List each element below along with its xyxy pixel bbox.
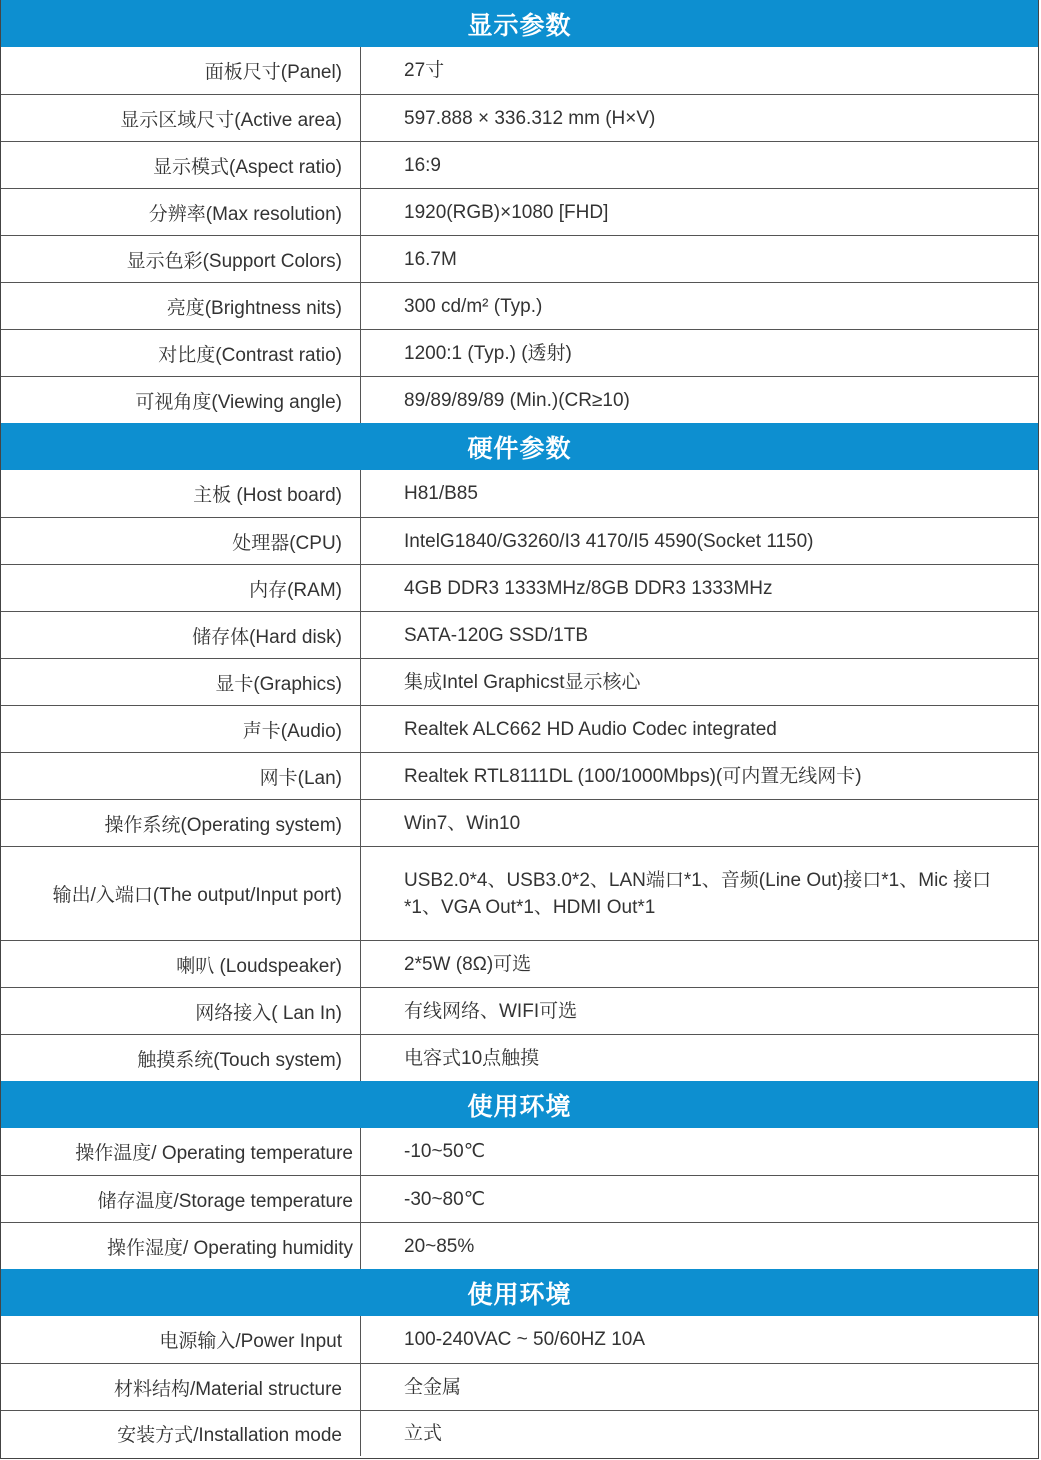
- row-label: 显示区域尺寸(Active area): [1, 95, 361, 141]
- row-label: 声卡(Audio): [1, 706, 361, 752]
- row-value: -10~50℃: [404, 1141, 486, 1162]
- table-row: [1, 470, 1038, 517]
- row-label: 网络接入( Lan In): [1, 988, 361, 1034]
- row-value: 89/89/89/89 (Min.)(CR≥10): [404, 389, 630, 411]
- table-row: [1, 47, 1038, 94]
- table-row: [1, 658, 1038, 705]
- row-value: 全金属: [404, 1376, 462, 1398]
- row-value: 27寸: [404, 60, 445, 81]
- table-row: [1, 1175, 1038, 1222]
- table-row: [1, 517, 1038, 564]
- row-value: 电容式10点触摸: [404, 1047, 540, 1069]
- table-row: [1, 1222, 1038, 1269]
- table-row: [1, 1034, 1038, 1081]
- table-row: [1, 705, 1038, 752]
- table-row: [1, 282, 1038, 329]
- row-value: Realtek RTL8111DL (100/1000Mbps)(可内置无线网卡): [404, 765, 862, 787]
- row-label: 材料结构/Material structure: [1, 1364, 361, 1410]
- table-row: [1, 940, 1038, 987]
- row-label: 储存体(Hard disk): [1, 612, 361, 658]
- table-row: [1, 1128, 1038, 1175]
- row-label: 操作湿度/ Operating humidity: [1, 1223, 361, 1269]
- row-label: 对比度(Contrast ratio): [1, 330, 361, 376]
- row-label: 可视角度(Viewing angle): [1, 377, 361, 423]
- row-value: 597.888 × 336.312 mm (H×V): [404, 107, 656, 129]
- row-label: 喇叭 (Loudspeaker): [1, 941, 361, 987]
- row-label: 安装方式/Installation mode: [1, 1411, 361, 1456]
- table-row: [1, 329, 1038, 376]
- row-label: 显卡(Graphics): [1, 659, 361, 705]
- table-row: [1, 376, 1038, 423]
- row-value: USB2.0*4、USB3.0*2、LAN端口*1、音频(Line Out)接口*1、Mic 接口*1、VGA Out*1、HDMI Out*1: [404, 869, 992, 918]
- table-row: [1, 235, 1038, 282]
- section-header-display: 显示参数: [1, 0, 1038, 47]
- row-value: SATA-120G SSD/1TB: [404, 624, 589, 646]
- table-row: [1, 846, 1038, 940]
- table-row: [1, 1410, 1038, 1456]
- row-value: 16:9: [404, 154, 441, 176]
- row-value: 立式: [404, 1423, 443, 1444]
- table-row: [1, 188, 1038, 235]
- table-row: [1, 94, 1038, 141]
- section-header-environment: 使用环境: [1, 1081, 1038, 1128]
- row-label: 面板尺寸(Panel): [1, 47, 361, 94]
- row-label: 电源输入/Power Input: [1, 1316, 361, 1363]
- row-value: 20~85%: [404, 1235, 475, 1257]
- table-row: [1, 141, 1038, 188]
- row-value: 300 cd/m² (Typ.): [404, 295, 543, 317]
- table-row: [1, 564, 1038, 611]
- row-value: 2*5W (8Ω)可选: [404, 953, 532, 975]
- row-value: 集成Intel Graphicst显示核心: [404, 671, 641, 693]
- row-label: 处理器(CPU): [1, 518, 361, 564]
- row-value: 4GB DDR3 1333MHz/8GB DDR3 1333MHz: [404, 577, 773, 599]
- row-label: 主板 (Host board): [1, 470, 361, 517]
- row-label: 显示模式(Aspect ratio): [1, 142, 361, 188]
- row-value: 1920(RGB)×1080 [FHD]: [404, 201, 609, 223]
- row-label: 储存温度/Storage temperature: [1, 1176, 361, 1222]
- table-row: [1, 799, 1038, 846]
- table-row: [1, 1316, 1038, 1363]
- row-label: 显示色彩(Support Colors): [1, 236, 361, 282]
- section-header-hardware: 硬件参数: [1, 423, 1038, 470]
- row-label: 内存(RAM): [1, 565, 361, 611]
- table-row: [1, 1363, 1038, 1410]
- row-value: 1200:1 (Typ.) (透射): [404, 342, 572, 364]
- row-value: -30~80℃: [404, 1188, 486, 1210]
- row-label: 触摸系统(Touch system): [1, 1035, 361, 1081]
- row-value: IntelG1840/G3260/I3 4170/I5 4590(Socket 1150): [404, 530, 814, 552]
- row-value: Win7、Win10: [404, 812, 521, 834]
- row-label: 亮度(Brightness nits): [1, 283, 361, 329]
- row-label: 网卡(Lan): [1, 753, 361, 799]
- table-row: [1, 611, 1038, 658]
- row-label: 操作温度/ Operating temperature: [1, 1128, 361, 1175]
- row-value: Realtek ALC662 HD Audio Codec integrated: [404, 718, 777, 740]
- row-value: H81/B85: [404, 483, 478, 504]
- row-value: 100-240VAC ~ 50/60HZ 10A: [404, 1329, 645, 1350]
- row-label: 输出/入端口(The output/Input port): [1, 847, 361, 940]
- section-header-environment-2: 使用环境: [1, 1269, 1038, 1316]
- table-row: [1, 987, 1038, 1034]
- row-value: 有线网络、WIFI可选: [404, 1000, 578, 1022]
- row-value: 16.7M: [404, 248, 457, 270]
- row-label: 操作系统(Operating system): [1, 800, 361, 846]
- row-label: 分辨率(Max resolution): [1, 189, 361, 235]
- table-row: [1, 752, 1038, 799]
